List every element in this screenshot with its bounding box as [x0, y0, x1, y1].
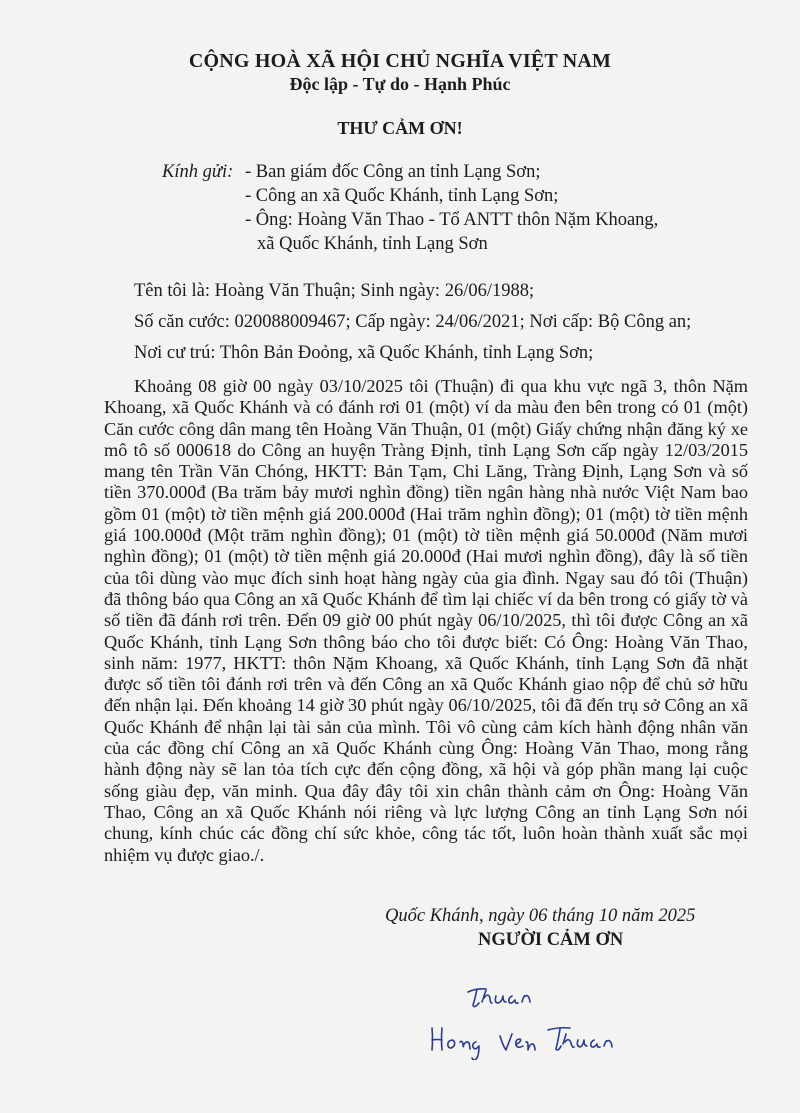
sender-id-line: Số căn cước: 020088009467; Cấp ngày: 24/06/2021; Nơi cấp: Bộ Công an; [134, 312, 692, 332]
thanker-title: NGƯỜI CẢM ƠN [478, 930, 624, 950]
sender-name-line: Tên tôi là: Hoàng Văn Thuận; Sinh ngày: 26/06/1988; [134, 281, 535, 301]
sender-residence-line: Nơi cư trú: Thôn Bản Đoỏng, xã Quốc Khánh, tỉnh Lạng Sơn; [134, 343, 594, 363]
national-title: CỘNG HOÀ XÃ HỘI CHỦ NGHĨA VIỆT NAM [188, 50, 612, 72]
place-date: Quốc Khánh, ngày 06 tháng 10 năm 2025 [385, 906, 696, 926]
signed-name-text [460, 1035, 467, 1036]
signature-text [460, 985, 463, 986]
recipient-item: - Công an xã Quốc Khánh, tỉnh Lạng Sơn; [245, 186, 559, 206]
letter-body-text: Khoảng 08 giờ 00 ngày 03/10/2025 tôi (Thuận) đi qua khu vực ngã 3, thôn Nặm Khoang, xã Quốc Khánh và có đánh rơi 01 (một) ví da màu đen bên trong có 01 (một) Căn cước công dân mang tên Hoàng Văn Thuận, 01 (một) Giấy chứng nhận đăng ký xe mô tô số 000618 do Công an huyện Tràng Định, tỉnh Lạng Sơn cấp ngày 12/03/2015 mang tên Trần Văn Chóng, HKTT: Bản Tạm, Chi Lăng, Tràng Định, Lạng Sơn và số tiền 370.000đ (Ba trăm bảy mươi nghìn đồng) tiền ngân hàng nhà nước Việt Nam bao gồm 01 (một) tờ tiền mệnh giá 200.000đ (Hai trăm nghìn đồng); 01 (một) tờ tiền mệnh giá 100.000đ (Một trăm nghìn đồng); 01 (một) tờ tiền mệnh giá 50.000đ (Năm mươi nghìn đồng); 01 (một) tờ tiền mệnh giá 20.000đ (Hai mươi nghìn đồng), đây là số tiền của tôi dùng vào mục đích sinh hoạt hàng ngày của gia đình. Ngay sau đó tôi (Thuận) đã thông báo qua Công an xã Quốc Khánh để tìm lại chiếc ví da bên trong có giấy tờ và số tiền đã đánh rơi trên. Đến 09 giờ 00 phút ngày 06/10/2025, thì tôi được Công an xã Quốc Khánh, tỉnh Lạng Sơn thông báo cho tôi được biết: Có Ông: Hoàng Văn Thao, sinh năm: 1977, HKTT: thôn Nặm Khoang, xã Quốc Khánh, tỉnh Lạng Sơn đã nhặt được số tiền tôi đánh rơi trên và đến Công an xã Quốc Khánh giao nộp để chủ sở hữu đến nhận lại. Đến khoảng 14 giờ 30 phút ngày 06/10/2025, tôi đã đến trụ sở Công an xã Quốc Khánh để nhận lại tài sản của mình. Tôi vô cùng cảm kích hành động nhân văn của các đồng chí Công an xã Quốc Khánh cùng Ông: Hoàng Văn Thao, mong rằng hành động này sẽ lan tỏa tích cực đến cộng đồng, xã hội và góp phần mang lại cuộc sống giàu đẹp, văn minh. Qua đây đây tôi xin chân thành cảm ơn Ông: Hoàng Văn Thao, Công an xã Quốc Khánh nói riêng và lực lượng Công an tỉnh Lạng Sơn nói chung, kính chúc các đồng chí sức khỏe, công tác tốt, luôn hoàn thành xuất sắc mọi nhiệm vụ được giao./. [104, 376, 748, 865]
recipient-item: - Ban giám đốc Công an tỉnh Lạng Sơn; [245, 162, 541, 182]
recipients-label: Kính gửi: [162, 162, 234, 182]
recipient-item: - Ông: Hoàng Văn Thao - Tổ ANTT thôn Nặm Khoang, [245, 210, 659, 230]
letter-body [104, 376, 748, 866]
handwritten-signature [420, 970, 640, 1060]
letter-title: THƯ CẢM ƠN! [337, 118, 463, 138]
recipient-item: xã Quốc Khánh, tỉnh Lạng Sơn [257, 234, 488, 254]
national-motto: Độc lập - Tự do - Hạnh Phúc [289, 74, 511, 94]
